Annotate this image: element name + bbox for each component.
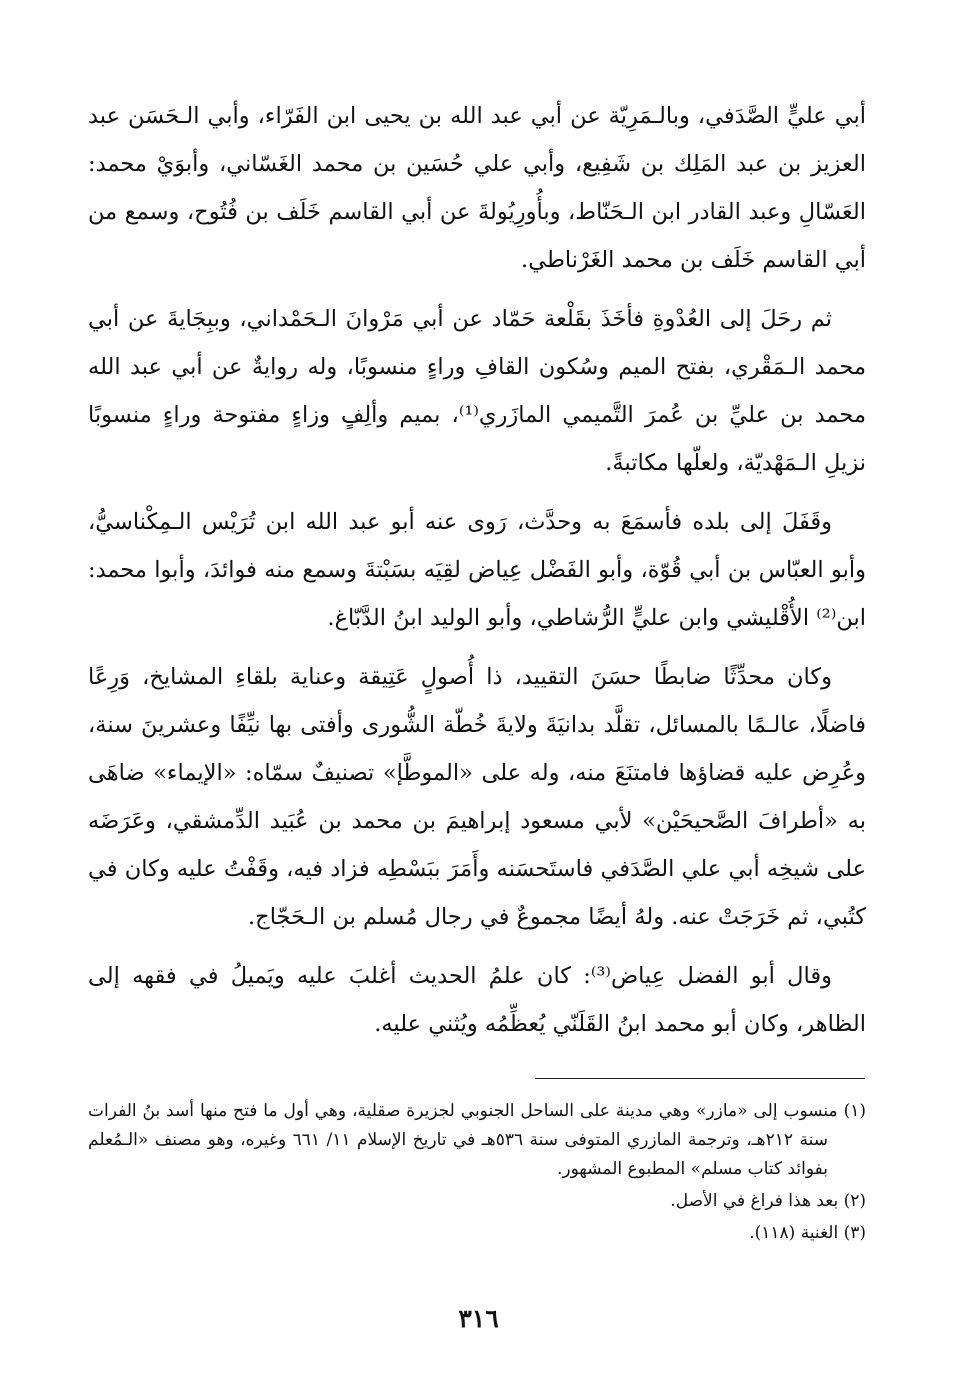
footnote-3: (٣) الغنية (١١٨). bbox=[749, 1223, 866, 1243]
paragraph-1: أبي عليٍّ الصَّدَفي، وبالـمَرِيّة عن أبي عبد الله بن يحيى ابن الفَرّاء، وأبي الـحَسَن عبد العزيز بن عبد المَلِك بن شَفِيع، وأبي علي حُسَين بن محمد الغَسّاني، وأبوَيْ محمد: العَسّالِ وعبد القادر ابن الـحَنّاط، وبأُورِيُولةَ عن أبي القاسم خَلَف بن فُتُوح، وسمع من أبي القاسم خَلَف بن محمد الغَرْناطي. bbox=[88, 103, 866, 273]
paragraph-4: وكان محدِّثًا ضابطًا حسَنَ التقييد، ذا أُصولٍ عَتِيقة وعناية بلقاءِ المشايخ، وَرِعًا فاضلًا، عالـمًا بالمسائل، تقلَّد بدانيَةَ ولايةَ خُطّة الشُّورى وأفتى بها نيِّفًا وعشرينَ سنة، وعُرِض عليه قضاؤها فامتنَعَ منه، وله على «الموطَّإ» تصنيفٌ سمّاه: «الإيماء» ضاهَى به «أطرافَ الصَّحيحَيْن» لأبي مسعود إبراهيمَ بن محمد بن عُبَيد الدِّمشقي، وعَرَضَه على شيخِه أبي علي الصَّدَفي فاستَحسَنه وأَمَرَ ببَسْطِه فزاد فيه، وقَفْتُ عليه وكان في كتُبي، ثم خَرَجَتْ عنه. ولهُ أيضًا مجموعٌ في رجال مُسلم بن الـحَجّاج. bbox=[88, 664, 866, 930]
footnotes bbox=[88, 1097, 866, 1251]
main-text bbox=[88, 92, 866, 1059]
footnote-separator bbox=[535, 1078, 865, 1079]
footnote-1: (١) منسوب إلى «مازر» وهي مدينة على الساحل الجنوبي لجزيرة صقلية، وهي أول ما فتح منها أسد بنُ الفرات سنة ٢١٢هـ، وترجمة المازري المتوفى سنة ٥٣٦هـ في تاريخ الإسلام ١١/ ٦٦١ وغيره، وهو مصنف «الـمُعلم بفوائد كتاب مسلم» المطبوع المشهور. bbox=[88, 1101, 866, 1179]
paragraph-5: وقال أبو الفضل عِياض⁽³⁾: كان علمُ الحديث أغلبَ عليه ويَميلُ في فقهه إلى الظاهر، وكان أبو محمد ابنُ القَلَنّي يُعظِّمُه ويُثني عليه. bbox=[88, 963, 866, 1037]
paragraph-2: ثم رحَلَ إلى العُدْوةِ فأخَذَ بقَلْعة حَمّاد عن أبي مَرْوانَ الـحَمْداني، وببِجَايةَ عن أبي محمد الـمَقْري، بفتح الميم وسُكون القافِ وراءٍ منسوبًا، وله روايةٌ عن أبي عبد الله محمد بن عليِّ بن عُمرَ التَّميمي المازَري⁽¹⁾، بميم وألِفٍ وزاءٍ مفتوحة وراءٍ منسوبًا نزيلِ الـمَهْديّة، ولعلّها مكاتبةً. bbox=[88, 306, 866, 476]
paragraph-3: وقَفَلَ إلى بلده فأسمَعَ به وحدَّث، رَوى عنه أبو عبد الله ابن تُرَيْس الـمِكْناسيُّ، وأبو العبّاس بن أبي قُوّة، وأبو الفَضْل عِياض لقِيَه بسَبْتةَ وسمع منه فوائدَ، وأبوا محمد: ابن⁽²⁾ الأُقْليشي وابن عليٍّ الرُّشاطي، وأبو الوليد ابنُ الدَّبّاغ. bbox=[88, 509, 866, 631]
footnote-2: (٢) بعد هذا فراغ في الأصل. bbox=[670, 1191, 866, 1211]
page-number: ٣١٦ bbox=[458, 1304, 499, 1333]
